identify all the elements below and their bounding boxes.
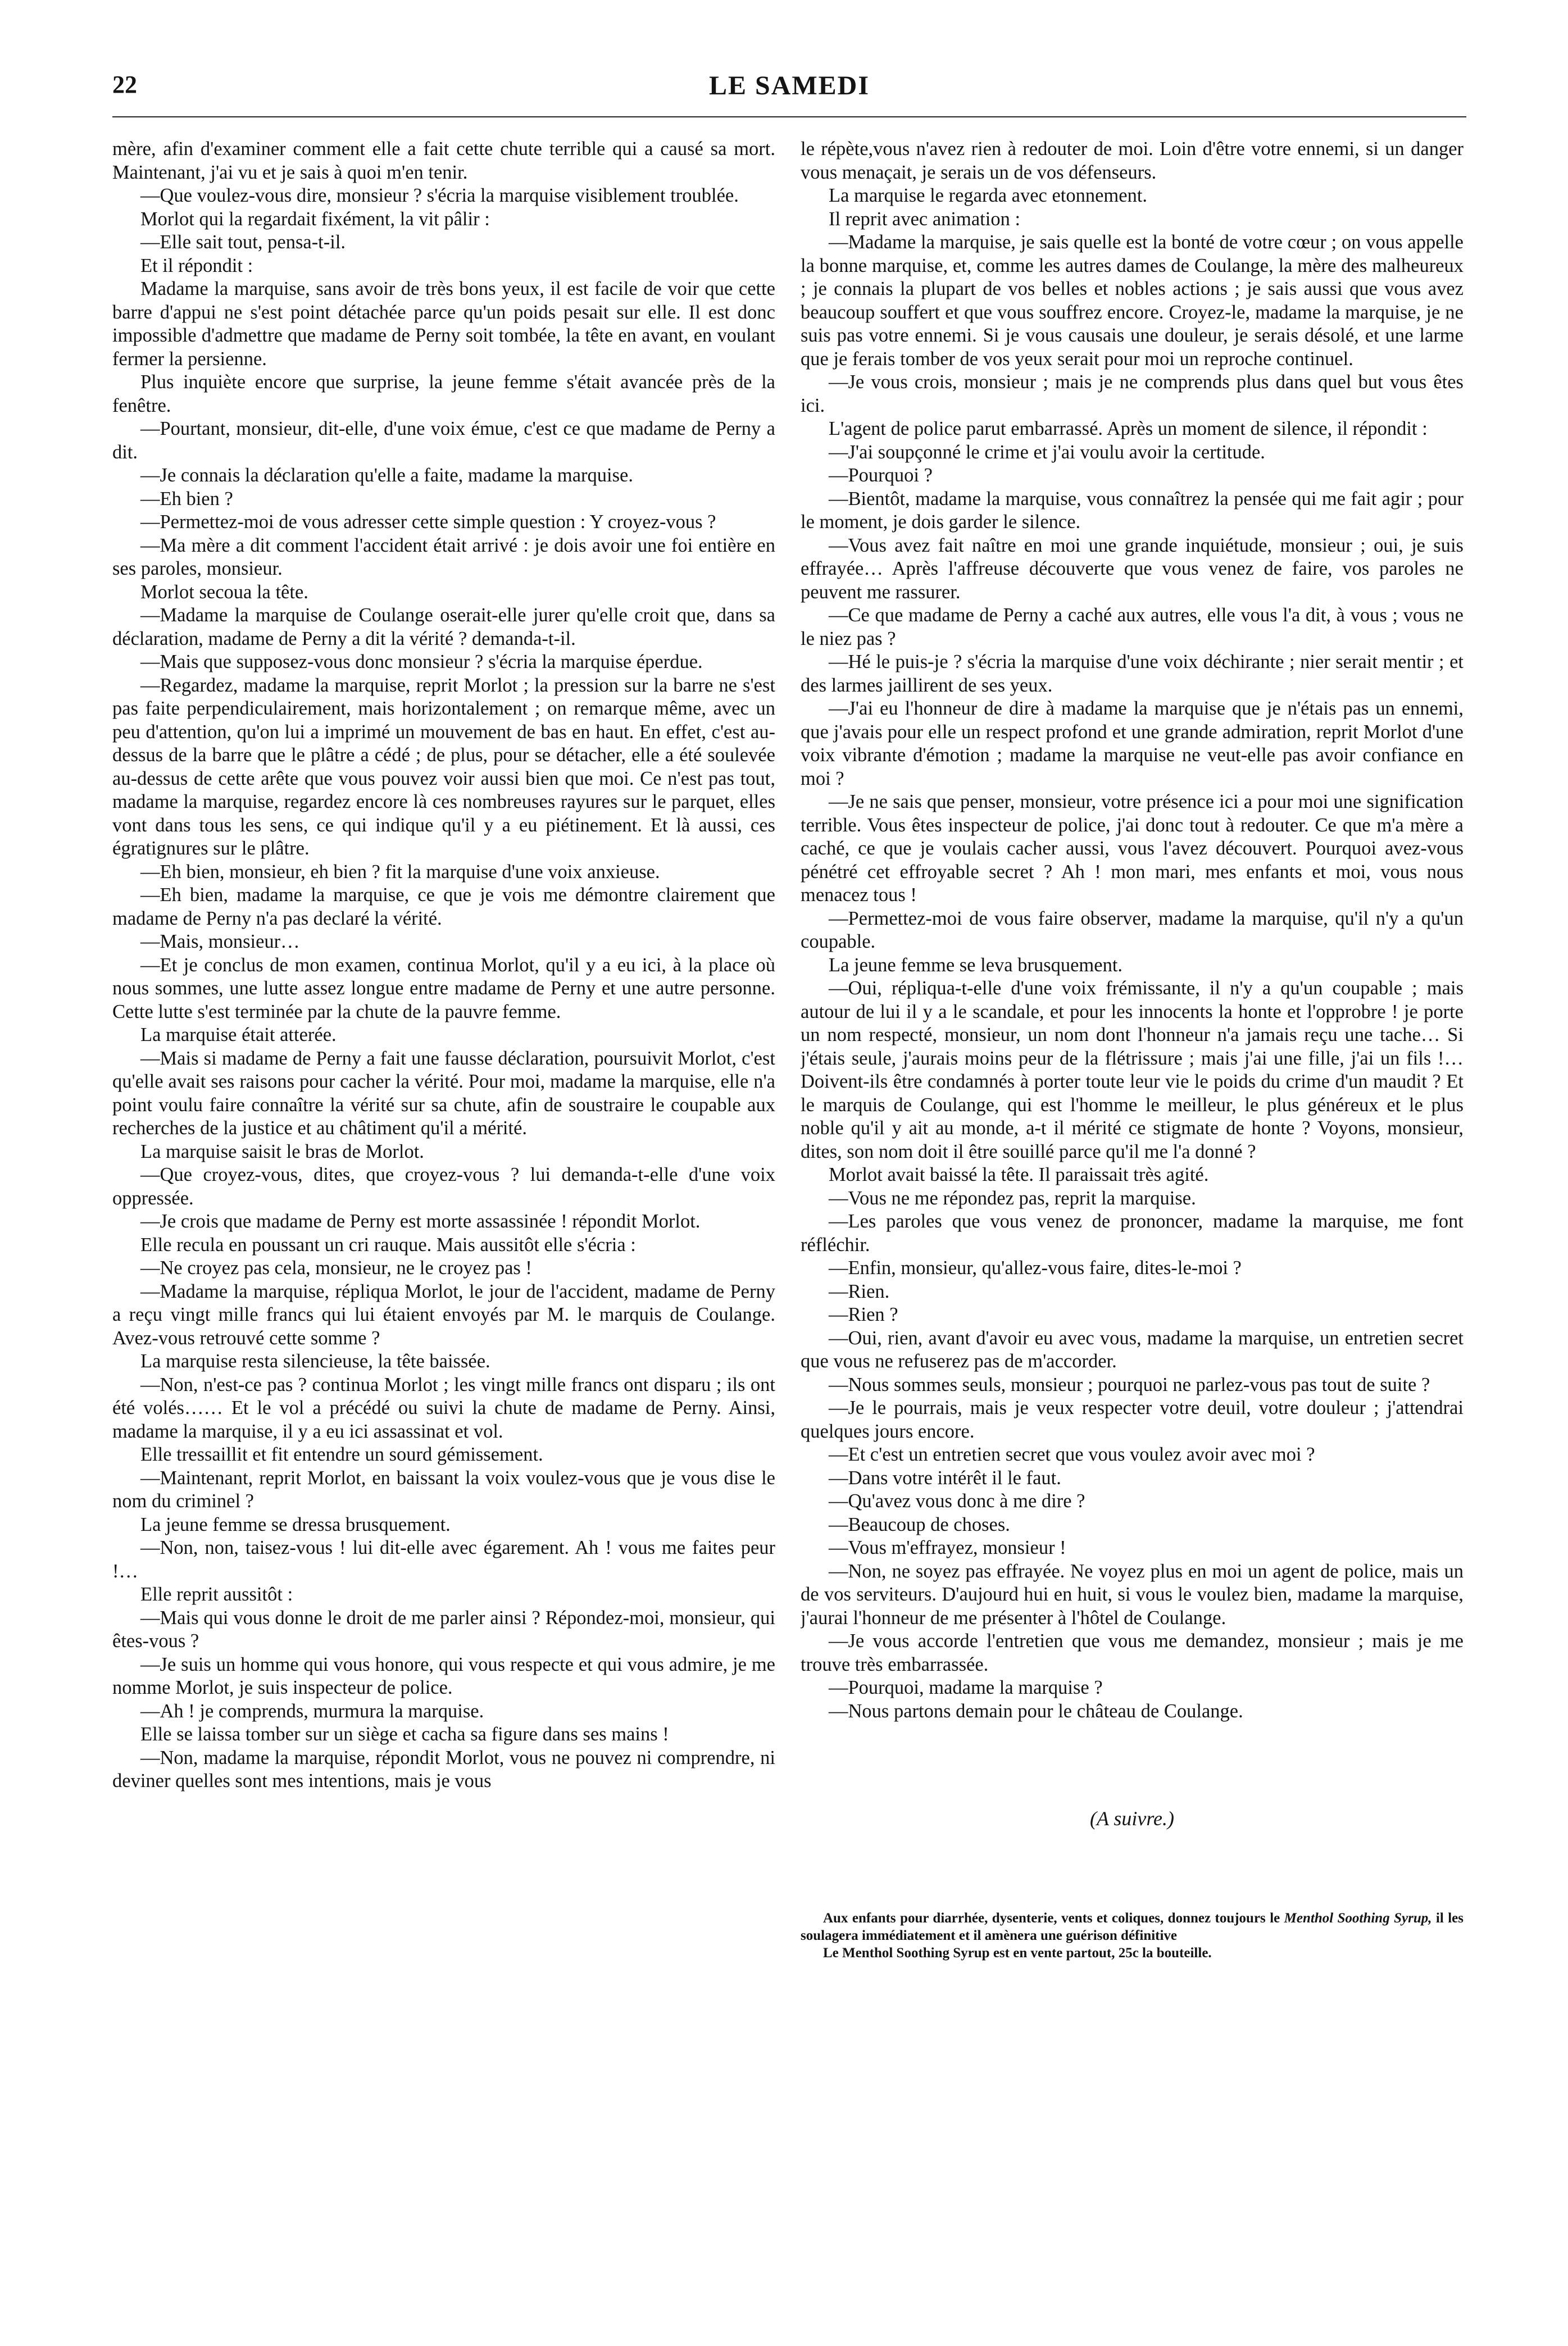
paragraph: Morlot secoua la tête. [140,581,308,603]
paragraph: —Oui, rien, avant d'avoir eu avec vous, madame la marquise, un entretien secret que vous ne refuserez pas de m'accorder. [801,1327,1464,1372]
paragraph: —Elle sait tout, pensa-t-il. [140,231,346,253]
paragraph: —Non, non, taisez-vous ! lui dit-elle avec égarement. Ah ! vous me faites peur !… [112,1537,775,1582]
paragraph: —Pourtant, monsieur, dit-elle, d'une voix émue, c'est ce que madame de Perny a dit. [112,418,775,463]
advert-text: il les soulagera immédiatement et il amènera une guérison définitive [801,1910,1464,1943]
paragraph: Elle se laissa tomber sur un siège et cacha sa figure dans ses mains ! [140,1724,669,1745]
paragraph: —Je crois que madame de Perny est morte assassinée ! répondit Morlot. [140,1211,701,1232]
paragraph: —Qu'avez vous donc à me dire ? [829,1490,1085,1512]
paragraph: —Je connais la déclaration qu'elle a faite, madame la marquise. [140,465,633,486]
paragraph: —Et c'est un entretien secret que vous voulez avoir avec moi ? [829,1444,1315,1465]
paragraph: —Vous avez fait naître en moi une grande inquiétude, monsieur ; oui, je suis effrayée… Après l'affreuse découverte que vous venez de faire, vos paroles ne peuvent me rassurer. [801,534,1464,603]
paragraph: —Beaucoup de choses. [829,1513,1010,1535]
paragraph: —Rien ? [829,1304,898,1325]
paragraph: Elle tressaillit et fit entendre un sourd gémissement. [140,1444,543,1465]
paragraph: mère, afin d'examiner comment elle a fait cette chute terrible qui a causé sa mort. Maintenant, j'ai vu et je sais à quoi m'en tenir. [112,138,775,183]
paragraph: —Eh bien, monsieur, eh bien ? fit la marquise d'une voix anxieuse. [140,861,660,883]
header-rule [112,116,1466,117]
right-column [801,138,1464,2227]
paragraph: —Ma mère a dit comment l'accident était arrivé : je dois avoir une foi entière en ses paroles, monsieur. [112,534,775,579]
paragraph: —Eh bien ? [140,488,233,510]
paragraph: —Que voulez-vous dire, monsieur ? s'écria la marquise visiblement troublée. [140,185,739,206]
advert-line [801,1909,1464,1944]
paragraph: —Rien. [829,1280,890,1302]
paragraph: —Non, n'est-ce pas ? continua Morlot ; les vingt mille francs ont disparu ; ils ont été volés…… Et le vol a précédé ou suivi la chute de madame de Perny. Ainsi, madame la marquise, il y a eu ici assassinat et vol. [112,1374,775,1442]
paragraph: —Nous partons demain pour le château de Coulange. [829,1700,1243,1722]
paragraph: La marquise saisit le bras de Morlot. [140,1140,424,1162]
paragraph: —Oui, répliqua-t-elle d'une voix frémissante, il n'y a qu'un coupable ; mais autour de lui il y a le scandale, et pour les innocents la honte et l'opprobre ! je porte un nom respecté, monsieur, un nom dont l'honneur n'a jamais reçu une tache… Si j'étais seule, j'aurais moins peur de la flétrissure ; mais j'ai une fille, j'ai un fils !… Doivent-ils être condamnés à porter toute leur vie le poids du crime d'un maudit ? Et le marquis de Coulange, qui est l'homme le meilleur, le plus généreux et le plus noble qu'il y ait au monde, a-t il mérité ce stigmate de honte ? Voyons, monsieur, dites, son nom doit il être souillé parce qu'il me l'a donné ? [801,978,1464,1162]
paragraph: —Bientôt, madame la marquise, vous connaîtrez la pensée qui me fait agir ; pour le moment, je dois garder le silence. [801,488,1464,533]
advertisement [801,1909,1464,1962]
paragraph: —J'ai soupçonné le crime et j'ai voulu avoir la certitude. [829,441,1265,463]
paragraph: —Regardez, madame la marquise, reprit Morlot ; la pression sur la barre ne s'est pas faite perpendiculairement, mais horizontalement ; on remarque même, avec un peu d'attention, qu'on lui a imprimé un mouvement de bas en haut. En effet, c'est au-dessus de la barre que le plâtre a cédé ; de plus, pour se détacher, elle a été soulevée au-dessus de cette arête que vous pouvez voir aussi bien que moi. Ce n'est pas tout, madame la marquise, regardez encore là ces nombreuses rayures sur le parquet, elles vont dans tous les sens, ce qui indique qu'il y a eu piétinement. Et là aussi, ces égratignures sur le plâtre. [112,674,775,859]
advert-text: Aux enfants pour diarrhée, dysenterie, vents et coliques, donnez toujours le [823,1910,1280,1926]
paragraph: —Je ne sais que penser, monsieur, votre présence ici a pour moi une signification terrible. Vous êtes inspecteur de police, j'ai donc tout à redouter. Ce que m'a mère a caché, ce que je voulais cacher aussi, vous l'avez découvert. Pourquoi avez-vous pénétré cet effroyable secret ? Ah ! mon mari, mes enfants et moi, vous nous menacez tous ! [801,791,1464,906]
paragraph: —J'ai eu l'honneur de dire à madame la marquise que je n'étais pas un ennemi, que j'avais pour elle un respect profond et une grande admiration, reprit Morlot d'une voix vibrante d'émotion ; madame la marquise ne veut-elle pas avoir confiance en moi ? [801,698,1464,789]
paragraph: —Ah ! je comprends, murmura la marquise. [140,1700,484,1722]
paragraph: —Je vous crois, monsieur ; mais je ne comprends plus dans quel but vous êtes ici. [801,371,1464,416]
paragraph: —Et je conclus de mon examen, continua Morlot, qu'il y a eu ici, à la place où nous sommes, une lutte assez longue entre madame de Perny et une autre personne. Cette lutte s'est terminée par la chute de la pauvre femme. [112,954,775,1022]
paragraph: Elle recula en poussant un cri rauque. Mais aussitôt elle s'écria : [140,1234,636,1256]
to-be-continued: (A suivre.) [1090,1807,1174,1830]
paragraph: —Mais que supposez-vous donc monsieur ? s'écria la marquise éperdue. [140,651,703,672]
paragraph: —Madame la marquise de Coulange oserait-elle jurer qu'elle croit que, dans sa déclaration, madame de Perny a dit la vérité ? demanda-t-il. [112,604,775,649]
paragraph: La marquise le regarda avec etonnement. [829,185,1148,206]
paragraph: Il reprit avec animation : [829,208,1021,230]
paragraph: Plus inquiète encore que surprise, la jeune femme s'était avancée près de la fenêtre. [112,371,775,416]
paragraph: —Vous m'effrayez, monsieur ! [829,1537,1066,1558]
paragraph: —Ne croyez pas cela, monsieur, ne le croyez pas ! [140,1257,532,1279]
advert-product-name: Menthol Soothing Syrup, [1284,1910,1432,1926]
paragraph: L'agent de police parut embarrassé. Après un moment de silence, il répondit : [829,418,1428,439]
paragraph: —Permettez-moi de vous faire observer, madame la marquise, qu'il n'y a qu'un coupable. [801,907,1464,952]
paragraph: —Non, ne soyez pas effrayée. Ne voyez plus en moi un agent de police, mais un de vos serviteurs. D'aujourd hui en huit, si vous le voulez bien, madame la marquise, j'aurai l'honneur de me présenter à l'hôtel de Coulange. [801,1560,1464,1629]
paragraph: —Maintenant, reprit Morlot, en baissant la voix voulez-vous que je vous dise le nom du criminel ? [112,1467,775,1512]
paragraph: —Madame la marquise, je sais quelle est la bonté de votre cœur ; on vous appelle la bonne marquise, et, comme les autres dames de Coulange, la mère des malheureux ; je connais la plupart de vos belles et nobles actions ; je sais aussi que vous avez beaucoup souffert et que vous souffrez encore. Croyez-le, madame la marquise, je ne suis pas votre ennemi. Si je vous causais une douleur, je serais désolé, et une larme que je ferais tomber de vos yeux serait pour moi un reproche continuel. [801,231,1464,370]
paragraph: —Madame la marquise, répliqua Morlot, le jour de l'accident, madame de Perny a reçu vingt mille francs qui lui étaient envoyés par M. le marquis de Coulange. Avez-vous retrouvé cette somme ? [112,1280,775,1349]
paragraph: —Hé le puis-je ? s'écria la marquise d'une voix déchirante ; nier serait mentir ; et des larmes jaillirent de ses yeux. [801,651,1464,696]
paragraph: —Pourquoi, madame la marquise ? [829,1677,1103,1698]
paragraph: —Mais si madame de Perny a fait une fausse déclaration, poursuivit Morlot, c'est qu'elle avait ses raisons pour cacher la vérité. Pour moi, madame la marquise, elle n'a point voulu faire connaître la vérité sur sa chute, afin de soustraire le coupable aux recherches de la justice et au châtiment qu'il a mérité. [112,1047,775,1139]
paragraph: —Je le pourrais, mais je veux respecter votre deuil, votre douleur ; j'attendrai quelques jours encore. [801,1397,1464,1442]
paragraph: —Dans votre intérêt il le faut. [829,1467,1061,1489]
paragraph: —Je suis un homme qui vous honore, qui vous respecte et qui vous admire, je me nomme Morlot, je suis inspecteur de police. [112,1653,775,1698]
paragraph: Morlot qui la regardait fixément, la vit pâlir : [140,208,490,230]
paragraph: La marquise était atterée. [140,1024,337,1045]
paragraph: —Que croyez-vous, dites, que croyez-vous ? lui demanda-t-elle d'une voix oppressée. [112,1164,775,1209]
page-number: 22 [112,71,137,98]
advert-line: Le Menthol Soothing Syrup est en vente partout, 25c la bouteille. [823,1945,1212,1961]
paragraph: —Mais qui vous donne le droit de me parler ainsi ? Répondez-moi, monsieur, qui êtes-vous ? [112,1607,775,1652]
paragraph: Morlot avait baissé la tête. Il paraissait très agité. [829,1164,1209,1185]
paragraph: —Pourquoi ? [829,465,933,486]
paragraph: Elle reprit aussitôt : [140,1584,293,1605]
paragraph: La marquise resta silencieuse, la tête baissée. [140,1351,490,1372]
paragraph: —Les paroles que vous venez de prononcer, madame la marquise, me font réfléchir. [801,1211,1464,1256]
page-header [112,70,1466,121]
paragraph: —Eh bien, madame la marquise, ce que je vois me démontre clairement que madame de Perny n'a pas declaré la vérité. [112,884,775,929]
paragraph: La jeune femme se dressa brusquement. [140,1513,451,1535]
paragraph: Madame la marquise, sans avoir de très bons yeux, il est facile de voir que cette barre d'appui ne s'est point détachée parce qu'un poids pesait sur elle. Il est donc impossible d'admettre que madame de Perny soit tombée, la tête en avant, en voulant fermer la persienne. [112,278,775,370]
paragraph: —Enfin, monsieur, qu'allez-vous faire, dites-le-moi ? [829,1257,1242,1279]
paragraph: —Ce que madame de Perny a caché aux autres, elle vous l'a dit, à vous ; vous ne le niez pas ? [801,604,1464,649]
paragraph: La jeune femme se leva brusquement. [829,954,1123,976]
paragraph: Et il répondit : [140,254,253,276]
paragraph: —Mais, monsieur… [140,931,300,952]
paragraph: —Non, madame la marquise, répondit Morlot, vous ne pouvez ni comprendre, ni deviner quelles sont mes intentions, mais je vous [112,1747,775,1792]
paragraph: le répète,vous n'avez rien à redouter de moi. Loin d'être votre ennemi, si un danger vous menaçait, je serais un de vos défenseurs. [801,138,1464,183]
paragraph: —Permettez-moi de vous adresser cette simple question : Y croyez-vous ? [140,511,716,533]
paragraph: —Vous ne me répondez pas, reprit la marquise. [829,1187,1196,1209]
paragraph: —Je vous accorde l'entretien que vous me demandez, monsieur ; mais je me trouve très embarrassée. [801,1630,1464,1675]
masthead-title: LE SAMEDI [708,71,870,101]
paragraph: —Nous sommes seuls, monsieur ; pourquoi ne parlez-vous pas tout de suite ? [829,1374,1430,1395]
left-column [112,138,775,2323]
